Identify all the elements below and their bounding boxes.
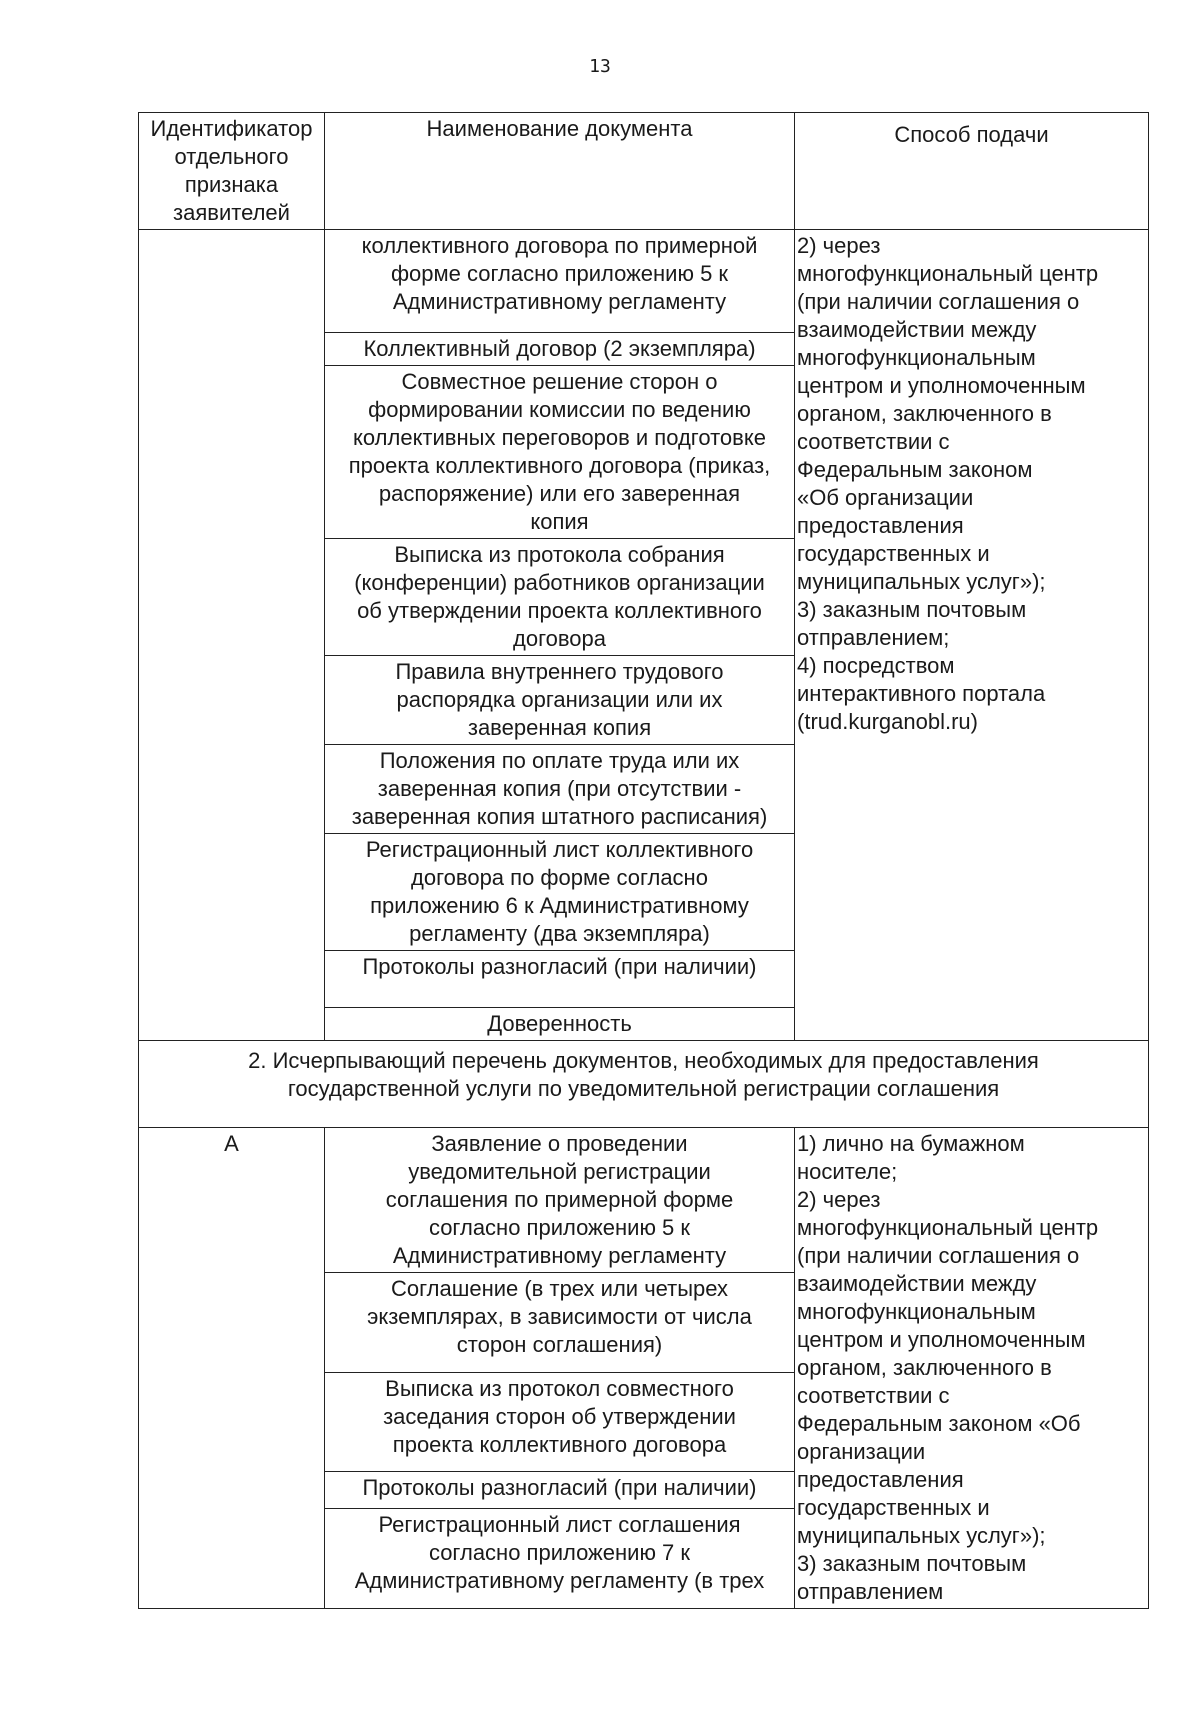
section-heading-row (139, 1041, 1149, 1128)
identifier-cell-empty (139, 230, 325, 1041)
identifier-cell: А (139, 1128, 325, 1609)
header-submission-method: Способ подачи (795, 113, 1149, 230)
document-cell: Выписка из протокол совместного заседания сторон об утверждении проекта коллективного договора (325, 1372, 795, 1472)
page-number: 13 (589, 56, 611, 77)
document-cell: Коллективный договор (2 экземпляра) (325, 333, 795, 366)
document-cell: Протоколы разногласий (при наличии) (325, 951, 795, 1008)
document-cell: Регистрационный лист соглашения согласно приложению 7 к Административному регламенту (в трех (325, 1509, 795, 1609)
document-cell: Регистрационный лист коллективного договора по форме согласно приложению 6 к Административному регламенту (два экземпляра) (325, 834, 795, 951)
documents-table-frame (138, 112, 1148, 1609)
submission-method-cell: 2) через многофункциональный центр (при наличии соглашения о взаимодействии между многофункциональным центром и уполномоченным органом, заключенного в соответствии с Федеральным законом «Об организации предоставления государственных и муниципальных услуг»); 3) заказным почтовым отправлением; 4) посредством интерактивного портала (trud.kurganobl.ru) (795, 230, 1149, 1041)
header-document-name: Наименование документа (325, 113, 795, 230)
submission-method-cell: 1) лично на бумажном носителе; 2) через многофункциональный центр (при наличии соглашения о взаимодействии между многофункциональным центром и уполномоченным органом, заключенного в соответствии с Федеральным законом «Об организации предоставления государственных и муниципальных услуг»); 3) заказным почтовым отправлением (795, 1128, 1149, 1609)
document-cell: Совместное решение сторон о формировании комиссии по ведению коллективных переговоров и подготовке проекта коллективного договора (приказ, распоряжение) или его заверенная копия (325, 366, 795, 539)
document-cell: коллективного договора по примерной форме согласно приложению 5 к Административному регламенту (325, 230, 795, 333)
table-header-row (139, 113, 1149, 230)
documents-table (138, 112, 1149, 1609)
table-row (139, 1128, 1149, 1273)
header-identifier: Идентификатор отдельного признака заявителей (139, 113, 325, 230)
section-heading: 2. Исчерпывающий перечень документов, необходимых для предоставления государственной услуги по уведомительной регистрации соглашения (139, 1041, 1149, 1128)
document-cell: Заявление о проведении уведомительной регистрации соглашения по примерной форме согласно приложению 5 к Административному регламенту (325, 1128, 795, 1273)
document-cell: Положения по оплате труда или их заверенная копия (при отсутствии - заверенная копия штатного расписания) (325, 745, 795, 834)
document-cell: Соглашение (в трех или четырех экземплярах, в зависимости от числа сторон соглашения) (325, 1273, 795, 1373)
document-cell: Протоколы разногласий (при наличии) (325, 1472, 795, 1509)
document-cell: Правила внутреннего трудового распорядка организации или их заверенная копия (325, 656, 795, 745)
document-cell: Доверенность (325, 1008, 795, 1041)
table-row (139, 230, 1149, 333)
document-cell: Выписка из протокола собрания (конференции) работников организации об утверждении проекта коллективного договора (325, 539, 795, 656)
